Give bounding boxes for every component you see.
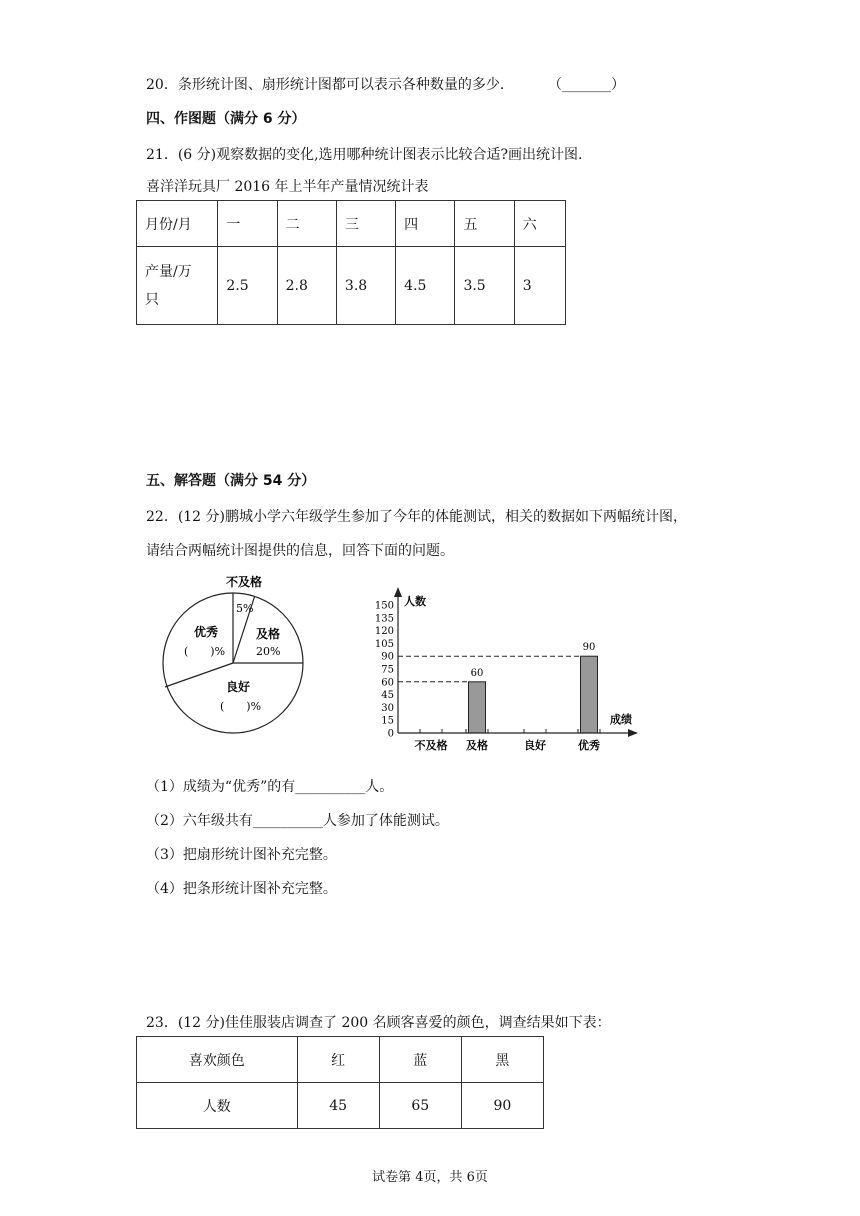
- table-cell: 二: [277, 201, 336, 247]
- q21-text: 21．(6 分)观察数据的变化,选用哪种统计图表示比较合适?画出统计图.: [146, 147, 583, 163]
- x-axis-arrow: [628, 729, 638, 737]
- y-tick-label: 30: [381, 702, 394, 714]
- y-tick-label: 15: [381, 715, 394, 727]
- q22-text-line1: 22．(12 分)鹏城小学六年级学生参加了今年的体能测试，相关的数据如下两幅统计图，: [146, 509, 688, 525]
- q22-sub2: （2）六年级共有__________人参加了体能测试。: [146, 813, 449, 829]
- table-header-count: 人数: [137, 1083, 298, 1129]
- bar: [469, 682, 486, 733]
- table-cell: 2.5: [218, 247, 277, 325]
- table-cell: 黑: [461, 1037, 543, 1083]
- table-cell: 一: [218, 201, 277, 247]
- page-footer: 试卷第 4页，共 6页: [372, 1170, 488, 1185]
- y-axis-label: 人数: [404, 595, 426, 608]
- y-axis-arrow: [394, 587, 402, 597]
- bar: [581, 656, 598, 733]
- q20-answer-blank: （_______）: [548, 77, 625, 93]
- table-cell: 45: [297, 1083, 379, 1129]
- section-5-title: 五、解答题（满分 54 分）: [146, 473, 316, 489]
- pie-label-pass: 及格: [256, 627, 281, 641]
- q22-sub3: （3）把扇形统计图补充完整。: [146, 847, 337, 863]
- bar-chart-reference-lines: [398, 656, 581, 682]
- pie-label-fail: 不及格: [226, 575, 263, 589]
- q22-sub1: （1）成绩为“优秀”的有__________人。: [146, 779, 394, 795]
- table-cell: 3: [514, 247, 565, 325]
- table-cell: 2.8: [277, 247, 336, 325]
- y-tick-label: 105: [374, 638, 394, 650]
- bar-chart: [360, 585, 650, 760]
- pie-pct-fail: 5%: [236, 602, 254, 615]
- bar-chart-axes: [394, 587, 638, 737]
- table-cell: 四: [396, 201, 455, 247]
- table-cell: 六: [514, 201, 565, 247]
- y-tick-label: 0: [387, 728, 394, 740]
- q23-text: 23．(12 分)佳佳服装店调查了 200 名顾客喜爱的颜色，调查结果如下表：: [146, 1015, 611, 1031]
- q20-text: 20．条形统计图、扇形统计图都可以表示各种数量的多少．: [146, 77, 514, 93]
- table-header-output-line2: 只: [145, 291, 159, 308]
- y-tick-label: 75: [381, 664, 394, 676]
- pie-pct-good: ( )%: [220, 700, 262, 713]
- y-tick-label: 45: [381, 690, 394, 702]
- table-cell: 4.5: [396, 247, 455, 325]
- pie-chart: [150, 574, 320, 744]
- bar-value-label: 90: [582, 642, 596, 654]
- y-tick-label: 90: [381, 651, 394, 663]
- q22-text-line2: 请结合两幅统计图提供的信息，回答下面的问题。: [146, 543, 454, 559]
- pie-pct-excellent: ( )%: [184, 645, 226, 658]
- pie-pct-pass: 20%: [256, 645, 281, 658]
- q22-sub4: （4）把条形统计图补充完整。: [146, 881, 337, 897]
- table-cell: 红: [297, 1037, 379, 1083]
- table-header-month: 月份/月: [137, 201, 218, 247]
- table-cell: 3.5: [455, 247, 514, 325]
- production-table: [136, 200, 566, 325]
- table-cell: 3.8: [336, 247, 395, 325]
- section-4-title: 四、作图题（满分 6 分）: [146, 111, 306, 127]
- table-header-color: 喜欢颜色: [137, 1037, 298, 1083]
- table-cell: 90: [461, 1083, 543, 1129]
- x-category-label: 优秀: [578, 739, 600, 752]
- table-cell: 三: [336, 201, 395, 247]
- bar-chart-bars: [469, 656, 598, 733]
- x-category-label: 不及格: [414, 739, 448, 752]
- color-table: [136, 1036, 544, 1129]
- x-axis-label: 成绩: [610, 713, 632, 726]
- pie-label-good: 良好: [226, 680, 251, 694]
- x-category-label: 良好: [524, 739, 546, 752]
- y-tick-label: 60: [381, 677, 394, 689]
- y-tick-label: 135: [374, 613, 394, 625]
- q21-table-title: 喜洋洋玩具厂 2016 年上半年产量情况统计表: [146, 179, 429, 195]
- table-cell: 65: [379, 1083, 461, 1129]
- bar-value-label: 60: [470, 667, 484, 679]
- y-tick-label: 150: [374, 600, 394, 612]
- table-header-output: [137, 247, 218, 325]
- x-category-label: 及格: [466, 739, 488, 752]
- pie-label-excellent: 优秀: [194, 625, 219, 639]
- table-cell: 五: [455, 201, 514, 247]
- table-header-output-line1: 产量/万: [145, 263, 192, 280]
- y-tick-label: 120: [374, 626, 394, 638]
- table-cell: 蓝: [379, 1037, 461, 1083]
